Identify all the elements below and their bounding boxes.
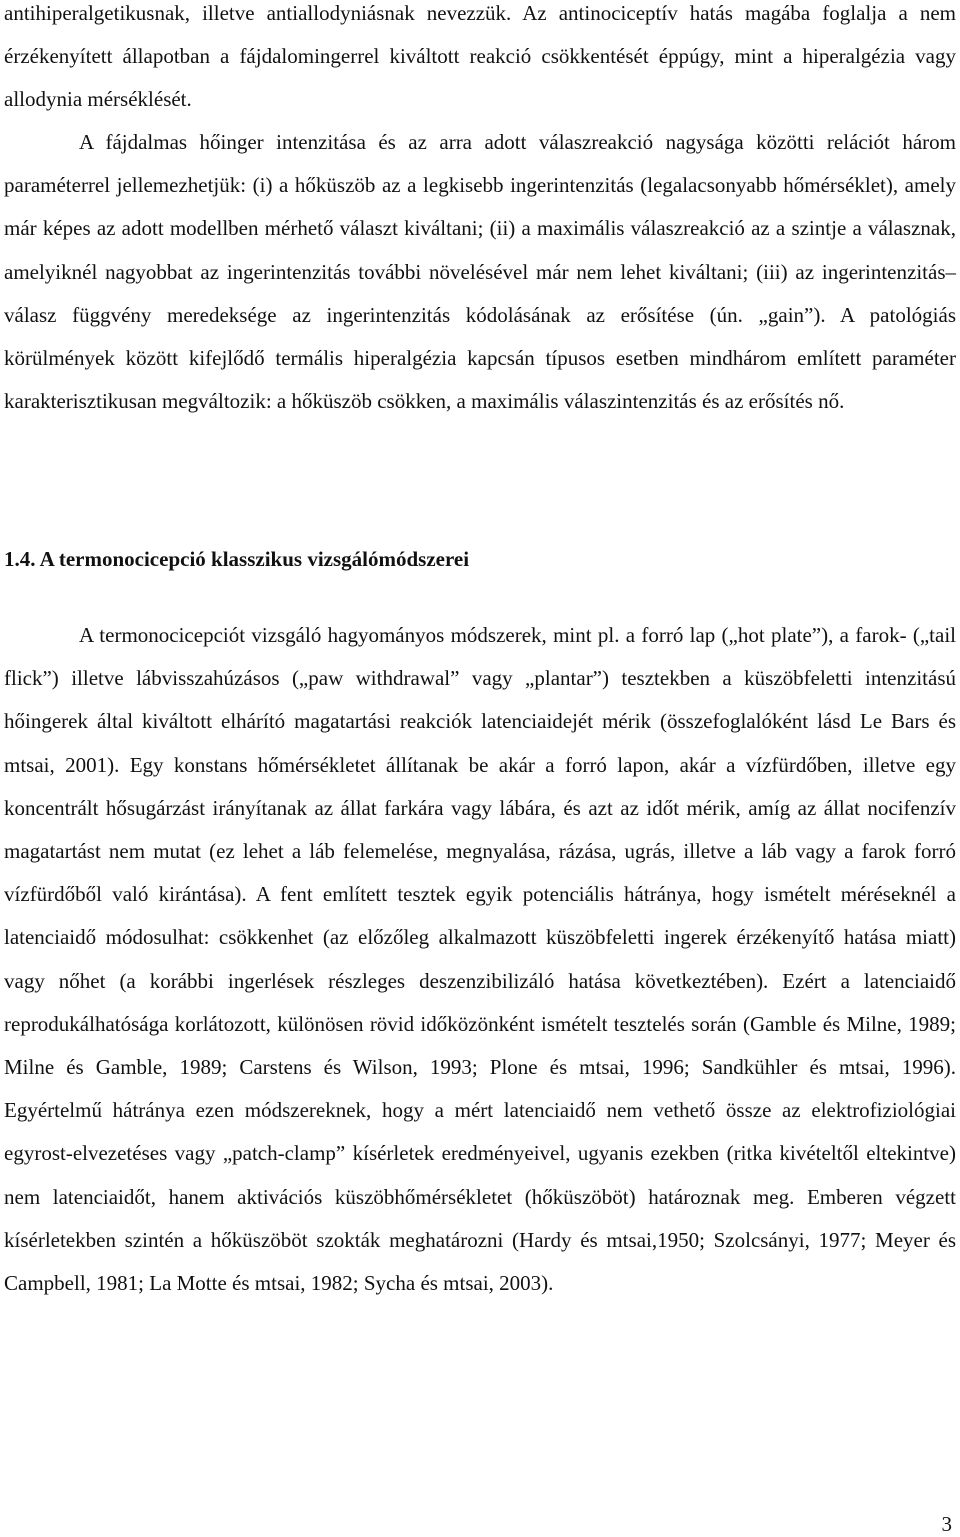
page-number: 3 [941,1512,952,1536]
paragraph-classic-methods: A termonocicepciót vizsgáló hagyományos módszerek, mint pl. a forró lap („hot plate”), a farok- („tail flick”) illetve lábvisszahúzásos („paw withdrawal” vagy „plantar”) tesztekben a küszöbfeletti intenzitású hőingerek által kiváltott elhárító magatartási reakciók latenciaidejét mérik (összefoglalóként lásd Le Bars és mtsai, 2001). Egy konstans hőmérsékletet állítanak be akár a forró lapon, akár a vízfürdőben, illetve egy koncentrált hősugárzást irányítanak az állat farkára vagy lábára, és azt az időt mérik, amíg az állat nocifenzív magatartást nem mutat (ez lehet a láb felemelése, megnyalása, rázása, ugrás, illetve a láb vagy a farok forró vízfürdőből való kirántása). A fent említett tesztek egyik potenciális hátránya, hogy ismételt méréseknél a latenciaidő módosulhat: csökkenhet (az előzőleg alkalmazott küszöbfeletti ingerek érzékenyítő hatása miatt) vagy nőhet (a korábbi ingerlések részleges deszenzibilizáló hatása következtében). Ezért a latenciaidő reprodukálhatósága korlátozott, különösen rövid időközönként ismételt tesztelés során (Gamble és Milne, 1989; Milne és Gamble, 1989; Carstens és Wilson, 1993; Plone és mtsai, 1996; Sandkühler és mtsai, 1996). Egyértelmű hátránya ezen módszereknek, hogy a mért latenciaidő nem vethető össze az elektrofiziológiai egyrost-elvezetéses vagy „patch-clamp” kísérletek eredményeivel, ugyanis ezekben (ritka kivételtől eltekintve) nem latenciaidőt, hanem aktivációs küszöbhőmérsékletet (hőküszöböt) határoznak meg. Emberen végzett kísérletekben szintén a hőküszöböt szokták meghatározni (Hardy és mtsai,1950; Szolcsányi, 1977; Meyer és Campbell, 1981; La Motte és mtsai, 1982; Sycha és mtsai, 2003). [4,623,956,1296]
section-heading: 1.4. A termonocicepció klasszikus vizsgálómódszerei [4,547,470,571]
paragraph-continuation: antihiperalgetikusnak, illetve antiallodyniásnak nevezzük. Az antinociceptív hatás magába foglalja a nem érzékenyített állapotban a fájdalomingerrel kiváltott reakció csökkentését éppúgy, mint a hiperalgézia vagy allodynia mérséklését. [4,1,956,112]
paragraph-heat-stimulus-parameters: A fájdalmas hőinger intenzitása és az arra adott válaszreakció nagysága közötti relációt három paraméterrel jellemezhetjük: (i) a hőküszöb az a legkisebb ingerintenzitás (legalacsonyabb hőmérséklet), amely már képes az adott modellben mérhető választ kiváltani; (ii) a maximális válaszreakció az a szintje a válasznak, amelyiknél nagyobbat az ingerintenzitás további növelésével már nem lehet kiváltani; (iii) az ingerintenzitás–válasz függvény meredeksége az ingerintenzitás kódolásának az erősítése (ún. „gain”). A patológiás körülmények között kifejlődő termális hiperalgézia kapcsán típusos esetben mindhárom említett paraméter karakterisztikusan megváltozik: a hőküszöb csökken, a maximális válaszintenzitás és az erősítés nő. [4,130,956,414]
document-page [4,0,956,1537]
